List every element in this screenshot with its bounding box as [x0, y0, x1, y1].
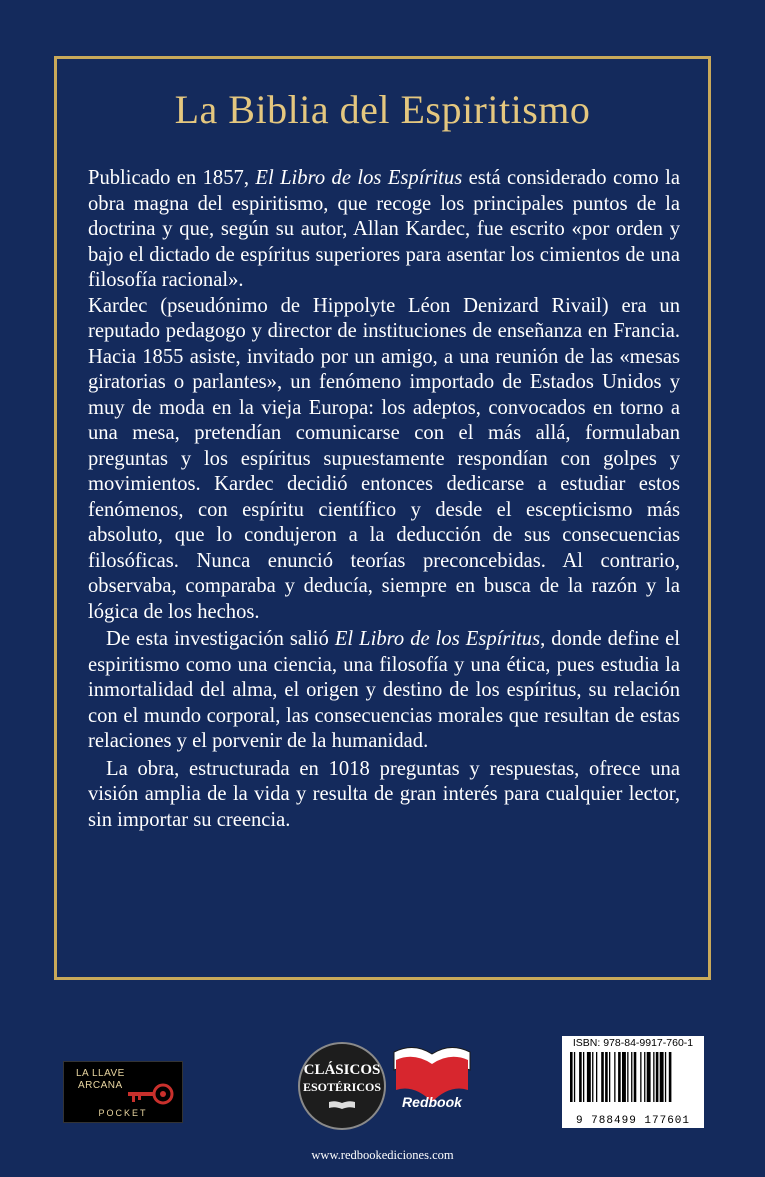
paragraph-2: Kardec (pseudónimo de Hippolyte Léon Denizard Rivail) era un reputado pedagogo y director de instituciones de enseñanza en Francia. Hacia 1855 asiste, invitado por un amigo, a una reunión de las «mesas giratorias o parlantes», un fenómeno importado de Estados Unidos y muy de moda en la vieja Europa: los adeptos, convocados en torno a una mesa, pretendían comunicarse con el más allá, formulaban preguntas y los espíritus supuestamente respondían con golpes y movimientos. Kardec decidió entonces dedicarse a estudiar estos fenómenos, con espíritu científico y desde el escepticismo más absoluto, que lo condujeron a la deducción de sus consecuencias filosóficas. Nunca enunció teorías preconcebidas. Al contrario, observaba, comparaba y deducía, siempre en busca de la razón y la lógica de los hechos.	[88, 294, 680, 623]
barcode-bar	[640, 1052, 641, 1102]
clasicos-esotericos-logo	[298, 1042, 386, 1130]
llave-logo-pocket: POCKET	[98, 1108, 148, 1118]
barcode-bar	[669, 1052, 672, 1102]
paragraph-3-end: , donde define el espiritismo como una ciencia, una filosofía y una ética, pues estudia la inmortalidad del alma, el origen y destino de los espíritus, su relación con el mundo corporal, las consecuencias morales que resultan de estas relaciones y el porvenir de la humanidad.	[88, 628, 680, 752]
barcode-bar	[570, 1052, 573, 1102]
paragraph-3-start: De esta investigación salió	[106, 628, 335, 650]
book-title: La Biblia del Espiritismo	[174, 87, 591, 132]
barcode-bar	[653, 1052, 654, 1102]
isbn-barcode	[562, 1036, 704, 1128]
barcode-bar	[665, 1052, 666, 1102]
barcode-bar	[579, 1052, 582, 1102]
barcode-bar	[605, 1052, 608, 1102]
barcode-bar	[583, 1052, 584, 1102]
barcode-bar	[601, 1052, 604, 1102]
barcode-bar	[618, 1052, 621, 1102]
clasicos-logo-line1: CLÁSICOS	[303, 1062, 381, 1078]
barcode-bar	[587, 1052, 591, 1102]
barcode-digits: 9 788499 177601	[575, 1115, 691, 1127]
barcode-bar	[660, 1052, 664, 1102]
key-icon	[126, 1082, 176, 1106]
paragraph-1-start: Publicado en 1857,	[88, 167, 256, 189]
llave-logo-line1: LA LLAVE	[76, 1068, 125, 1079]
barcode-bar	[574, 1052, 575, 1102]
book-name-italic: El Libro de los Espíritus	[255, 167, 463, 189]
barcode-bar	[596, 1052, 597, 1102]
llave-logo-line2: ARCANA	[78, 1080, 123, 1091]
synopsis-text	[88, 166, 680, 833]
barcode-bar	[614, 1052, 615, 1102]
paragraph-4: La obra, estructurada en 1018 preguntas y respuestas, ofrece una visión amplia de la vida y resulta de gran interés para cualquier lector, sin importar su creencia.	[88, 757, 680, 831]
la-llave-arcana-logo	[63, 1061, 183, 1123]
paragraph-3	[88, 627, 680, 755]
barcode-bar	[592, 1052, 593, 1102]
redbook-logo-text: Redbook	[402, 1094, 462, 1110]
clasicos-logo-line2: ESOTÉRICOS	[302, 1080, 382, 1094]
barcode-bar	[647, 1052, 651, 1102]
barcode-bar	[644, 1052, 645, 1102]
book-ornament-icon	[328, 1100, 356, 1110]
barcode-bar	[627, 1052, 628, 1102]
publisher-website: www.redbookediciones.com	[311, 1148, 454, 1162]
paragraph-1	[88, 166, 680, 294]
barcode-bar	[622, 1052, 626, 1102]
barcode-bar	[656, 1052, 659, 1102]
barcode-bar	[631, 1052, 632, 1102]
redbook-logo	[388, 1040, 476, 1124]
barcode-bars	[570, 1052, 698, 1112]
barcode-bar	[609, 1052, 610, 1102]
isbn-label: ISBN: 978-84-9917-760-1	[572, 1037, 694, 1049]
paragraph-1-end: está considerado como la obra magna del espiritismo, que recoge los principales puntos de la doctrina y que, según su autor, Allan Kardec, fue escrito «por orden y bajo el dictado de espíritus superiores para asentar los cimientos de una filosofía racional».	[88, 167, 681, 291]
book-name-italic: El Libro de los Espíritus	[334, 628, 541, 650]
barcode-bar	[634, 1052, 637, 1102]
